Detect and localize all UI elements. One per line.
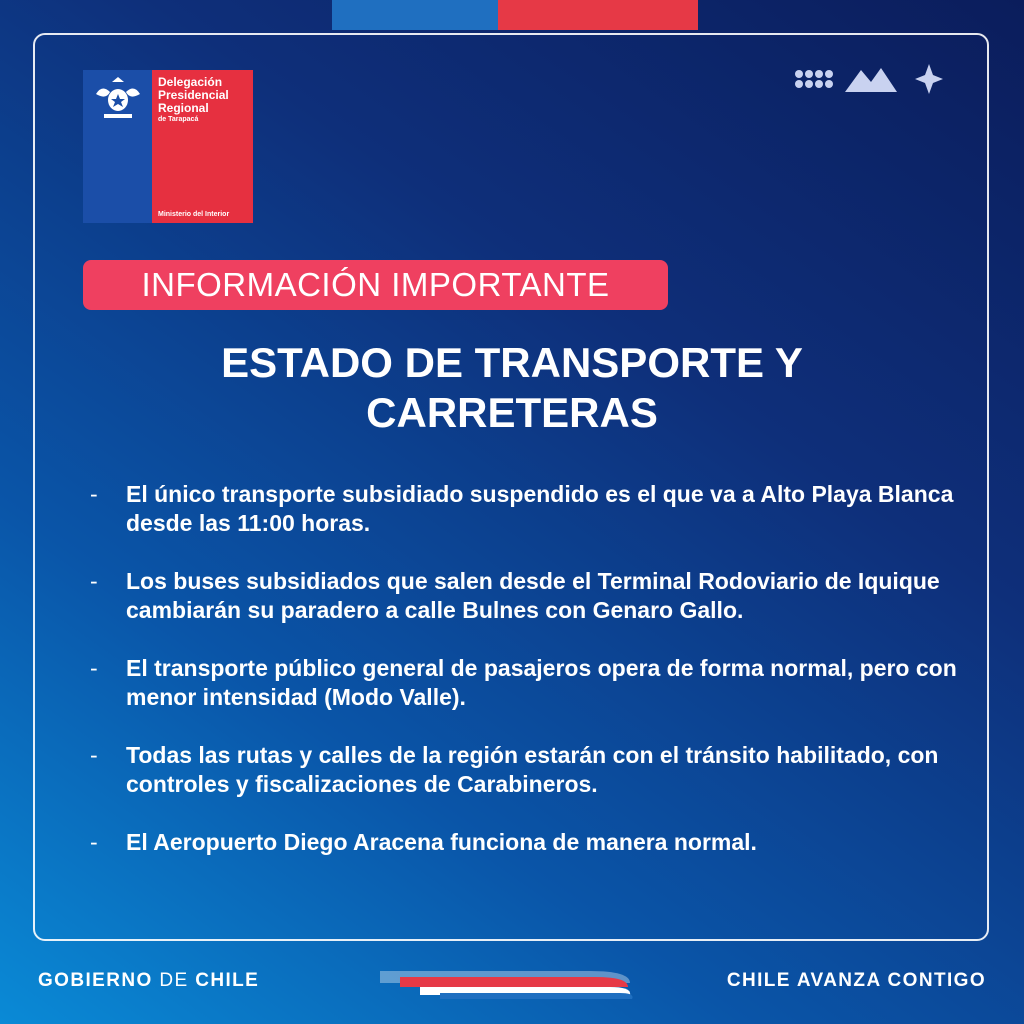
list-item [90, 741, 970, 799]
important-info-badge: INFORMACIÓN IMPORTANTE [83, 260, 668, 310]
list-item [90, 828, 970, 857]
footer-left-bold-1: GOBIERNO [38, 970, 153, 991]
list-item [90, 654, 970, 712]
delegacion-logo [83, 70, 253, 223]
logo-ministry: Ministerio del Interior [158, 211, 230, 218]
dots-mountains-star-icon [793, 62, 943, 96]
bullet-dash: - [90, 655, 98, 681]
list-item [90, 567, 970, 625]
coat-of-arms-icon [90, 76, 146, 122]
top-accent-blue [332, 0, 498, 30]
bullet-dash: - [90, 568, 98, 594]
title-line-1: ESTADO DE TRANSPORTE Y [221, 339, 803, 386]
list-item [90, 480, 970, 538]
chile-avanza-contigo-label: CHILE AVANZA CONTIGO [726, 970, 986, 991]
transport-status-list [90, 480, 970, 886]
bullet-text: El único transporte subsidiado suspendido es el que va a Alto Playa Blanca desde las 11:00 horas. [126, 481, 954, 536]
flag-swoosh-icon [380, 965, 640, 1001]
top-accent-red [498, 0, 698, 30]
title-line-2: CARRETERAS [366, 389, 658, 436]
footer-left-thin: DE [152, 970, 196, 991]
logo-line-3: Regional [158, 101, 209, 115]
logo-line-1: Delegación [158, 75, 223, 89]
logo-blue-panel [83, 70, 152, 223]
bullet-dash: - [90, 481, 98, 507]
bullet-text: El transporte público general de pasajeros opera de forma normal, pero con menor intensidad (Modo Valle). [126, 655, 957, 710]
bullet-dash: - [90, 742, 98, 768]
logo-line-2: Presidencial [158, 88, 229, 102]
bullet-dash: - [90, 829, 98, 855]
bullet-text: El Aeropuerto Diego Aracena funciona de manera normal. [126, 829, 757, 855]
logo-line-4: de Tarapacá [158, 116, 199, 123]
bullet-text: Todas las rutas y calles de la región estarán con el tránsito habilitado, con controles y fiscalizaciones de Carabineros. [126, 742, 939, 797]
page-title [40, 338, 984, 438]
footer-left-bold-2: CHILE [195, 970, 260, 991]
logo-red-panel [152, 70, 253, 223]
bullet-text: Los buses subsidiados que salen desde el Terminal Rodoviario de Iquique cambiarán su paradero a calle Bulnes con Genaro Gallo. [126, 568, 940, 623]
gobierno-de-chile-label [38, 970, 259, 992]
